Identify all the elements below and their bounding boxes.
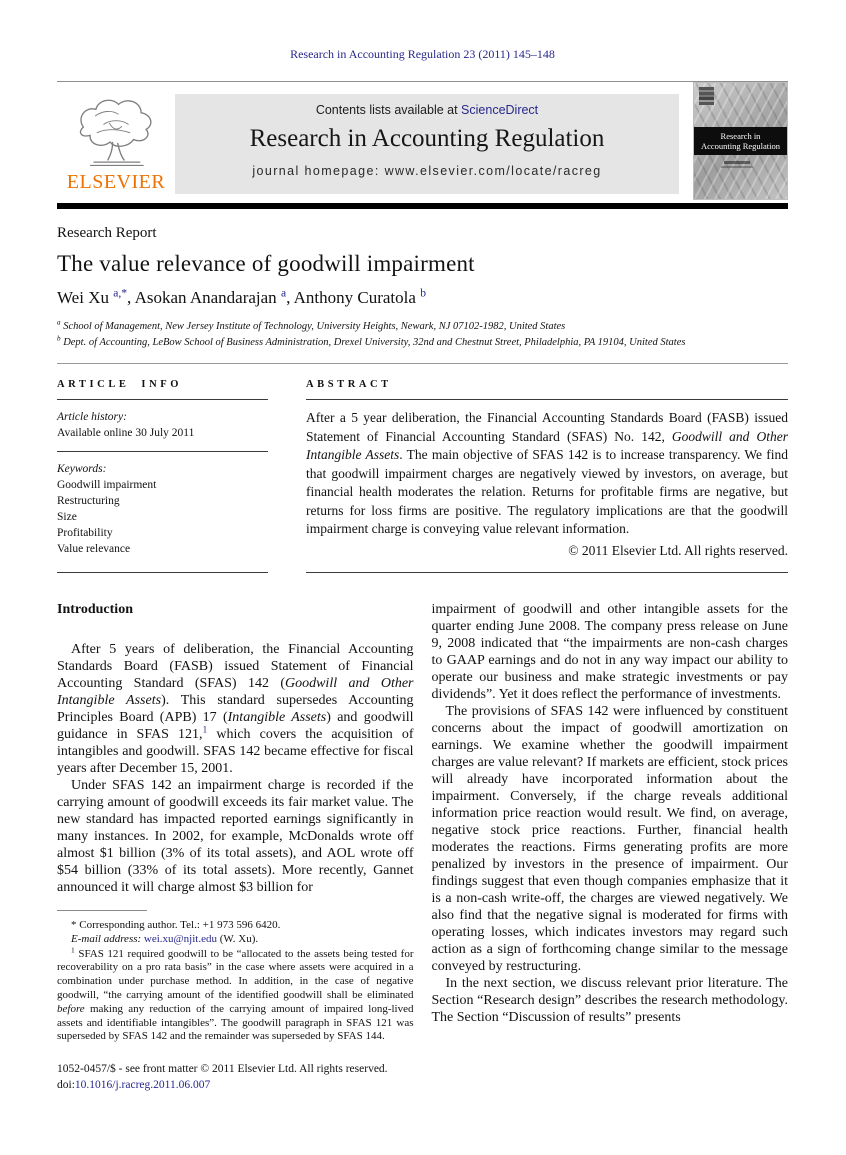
- keywords-label: Keywords:: [57, 463, 107, 475]
- article-type-label: Research Report: [57, 225, 157, 241]
- author-superscript-link[interactable]: a,*: [113, 286, 128, 300]
- text-run: The provisions of SFAS 142 were influenced by constituent concerns about the impact of goodwill amortization on earnings. We examine whether the goodwill impairment charges are value relevant? If markets are efficient, stock prices will already have incorporated information about the impairment. Conversely, if the charge reveals additional information price reaction would result. We find, on average, negative stock price reactions. Further, financial health moderates the reactions. Firms generating profits are more penalized by investors in the presence of impairment. Our findings suggest that even though companies emphasize that it is a non-cash write-off, the charges are viewed negatively. We also find that the negative signal is moderated for firms with operating losses, which indicates investors may regard such action as a sign of forthcoming change similar to the message conveyed by restructuring.: [431, 704, 788, 974]
- affiliation-line-b: [57, 335, 788, 351]
- journal-homepage-link[interactable]: journal homepage: www.elsevier.com/locate/racreg: [252, 164, 602, 178]
- text-run: impairment of goodwill and other intangible assets for the quarter ending June 2008. The company press release on June 9, 2008 indicated that “the impairments are non-cash charges to GAAP earnings and do not in any way impact our ability to operate our business and make strategic investments or pay dividends”. Yet it does reflect the performance of investments.: [431, 602, 788, 702]
- keyword-item: Restructuring: [57, 495, 120, 507]
- keyword-item: Size: [57, 511, 77, 523]
- article-history-value: Available online 30 July 2011: [57, 427, 195, 439]
- article-footer: [57, 1062, 414, 1093]
- abstract-text: [306, 409, 788, 539]
- body-paragraph: [57, 777, 414, 896]
- text-run: which covers the acquisition of intangibles and goodwill. SFAS 142 became effective for fiscal years after December 15, 2001.: [57, 727, 414, 776]
- footnote-separator: [57, 910, 147, 911]
- text-run: Goodwill and Other Intangible Assets: [306, 428, 788, 462]
- email-link[interactable]: wei.xu@njit.edu: [143, 932, 217, 945]
- text-run: . The main objective of SFAS 142 is to increase transparency. We find that goodwill impairment charges are negatively viewed by investors, on average, but financial health moderates the relation. Returns for profitable firms are negative, but returns for loss firms are positive. The regulatory implications are that the goodwill impairment charge is conveying value relevant information.: [306, 447, 788, 536]
- author-superscript-link[interactable]: a: [280, 286, 287, 300]
- elsevier-tree-icon: [57, 94, 175, 170]
- text-run: * Corresponding author. Tel.: +1 973 596 6420.: [71, 919, 281, 931]
- author-superscript-link[interactable]: b: [420, 286, 426, 300]
- text-run: E-mail address:: [71, 932, 142, 945]
- text-run: Under SFAS 142 an impairment charge is recorded if the carrying amount of goodwill exceeds its fair market value. The new standard has impacted reported earnings significantly in many instances. In 2002, for example, McDonalds wrote off almost $1 billion (3% of its total assets), and AOL wrote off $54 billion (33% of its total assets). More recently, Gannet announced it will charge almost $3 billion for: [57, 778, 414, 895]
- abstract-heading: ABSTRACT: [306, 379, 392, 390]
- text-run: In the next section, we discuss relevant prior literature. The Section “Research design” describes the research methodology. The Section “Discussion of results” presents: [431, 976, 788, 1025]
- body-paragraph: [57, 641, 414, 777]
- text-run: (W. Xu).: [217, 932, 259, 945]
- body-left-column: [57, 601, 414, 1093]
- contents-list-text: Contents lists available at: [315, 103, 462, 117]
- elsevier-wordmark: ELSEVIER: [66, 171, 166, 193]
- issn-line: 1052-0457/$ - see front matter © 2011 Elsevier Ltd. All rights reserved.: [57, 1063, 388, 1076]
- text-run: ). This standard supersedes Accounting Principles Board (APB) 17 (: [57, 693, 414, 725]
- body-right-column: [432, 601, 789, 1093]
- text-run: 1: [71, 944, 75, 954]
- footnote-block: [57, 910, 414, 1044]
- article-history-label: Article history:: [57, 411, 127, 423]
- author-list: [57, 288, 788, 308]
- article-info-heading: ARTICLE INFO: [57, 379, 182, 390]
- keyword-item: Goodwill impairment: [57, 479, 157, 491]
- text-run: Goodwill and Other Intangible Assets: [57, 676, 414, 708]
- journal-citation-header: Research in Accounting Regulation 23 (2011) 145–148: [290, 47, 555, 61]
- affiliation-line-a: [57, 319, 788, 335]
- text-run: Intangible Assets: [227, 710, 327, 725]
- journal-cover-thumbnail: [693, 82, 788, 200]
- contents-list-line: [175, 94, 679, 117]
- text-run: before: [57, 1002, 85, 1015]
- footnote-1: [57, 944, 414, 1045]
- article-title: The value relevance of goodwill impairment: [57, 251, 475, 276]
- copyright-notice: © 2011 Elsevier Ltd. All rights reserved.: [568, 542, 788, 558]
- footnote-email: [57, 933, 414, 947]
- article-body: [57, 601, 788, 1093]
- body-paragraph: [432, 703, 789, 975]
- article-info-section: [57, 364, 268, 573]
- body-paragraph: [432, 975, 789, 1026]
- text-run: After a 5 year deliberation, the Financial Accounting Standards Board (FASB) issued Statement of Financial Accounting Standard (SFAS) No. 142,: [306, 410, 788, 444]
- text-run: ) and goodwill guidance in SFAS 121,: [57, 710, 414, 742]
- text-run: , Anthony Curatola: [286, 288, 421, 307]
- text-run: After 5 years of deliberation, the Financial Accounting Standards Board (FASB) issued Statement of Financial Accounting Standard (SFAS) 142 (: [57, 642, 414, 691]
- affiliations: [57, 319, 788, 351]
- abstract-section: [306, 364, 788, 573]
- info-abstract-block: [57, 364, 788, 573]
- text-run: b: [57, 334, 61, 343]
- masthead-bottom-rule: [57, 203, 788, 209]
- footnote-ref-link[interactable]: 1: [202, 725, 208, 736]
- masthead: [57, 82, 788, 200]
- text-run: making any reduction of the carrying amount of impaired long-lived assets and identifiable intangibles”. The goodwill paragraph in SFAS 121 was superseded by SFAS 142 and the remainder was superseded by SFAS 144.: [57, 1002, 414, 1043]
- footnote-corresponding-author: [57, 919, 414, 933]
- cover-title-line1: Research in: [720, 131, 761, 141]
- text-run: Wei Xu: [57, 288, 114, 307]
- article-info-divider: [57, 451, 268, 452]
- text-run: , Asokan Anandarajan: [127, 288, 281, 307]
- elsevier-logo: [57, 82, 175, 194]
- text-run: School of Management, New Jersey Institute of Technology, University Heights, Newark, NJ 07102-1982, United States: [60, 321, 566, 332]
- cover-editor-text: [724, 161, 750, 164]
- doi-link[interactable]: 10.1016/j.racreg.2011.06.007: [74, 1078, 211, 1091]
- keyword-item: Profitability: [57, 527, 113, 539]
- sciencedirect-link[interactable]: ScienceDirect: [461, 103, 539, 117]
- text-run: SFAS 121 required goodwill to be “allocated to the assets being tested for recoverability on a pro rata basis” in the case where assets were acquired in a combination under purchase method. In addition, in the case of negative goodwill, “the carrying amount of the identified goodwill shall be eliminated: [57, 947, 414, 1001]
- cover-title: [694, 127, 787, 155]
- introduction-heading: Introduction: [57, 602, 133, 617]
- cover-elsevier-emblem-icon: [699, 87, 714, 105]
- masthead-band: [175, 94, 679, 194]
- text-run: Dept. of Accounting, LeBow School of Business Administration, Drexel University, 32nd and Chestnut Street, Philadelphia, PA 19104, United States: [60, 337, 686, 348]
- keyword-item: Value relevance: [57, 543, 131, 555]
- body-paragraph: [432, 601, 789, 703]
- text-run: a: [57, 318, 61, 327]
- journal-title: Research in Accounting Regulation: [249, 125, 605, 152]
- cover-editor-name-text: [721, 166, 753, 168]
- cover-title-line2: Accounting Regulation: [700, 141, 781, 151]
- text-run: doi:: [57, 1078, 75, 1091]
- doi-line: [57, 1078, 414, 1094]
